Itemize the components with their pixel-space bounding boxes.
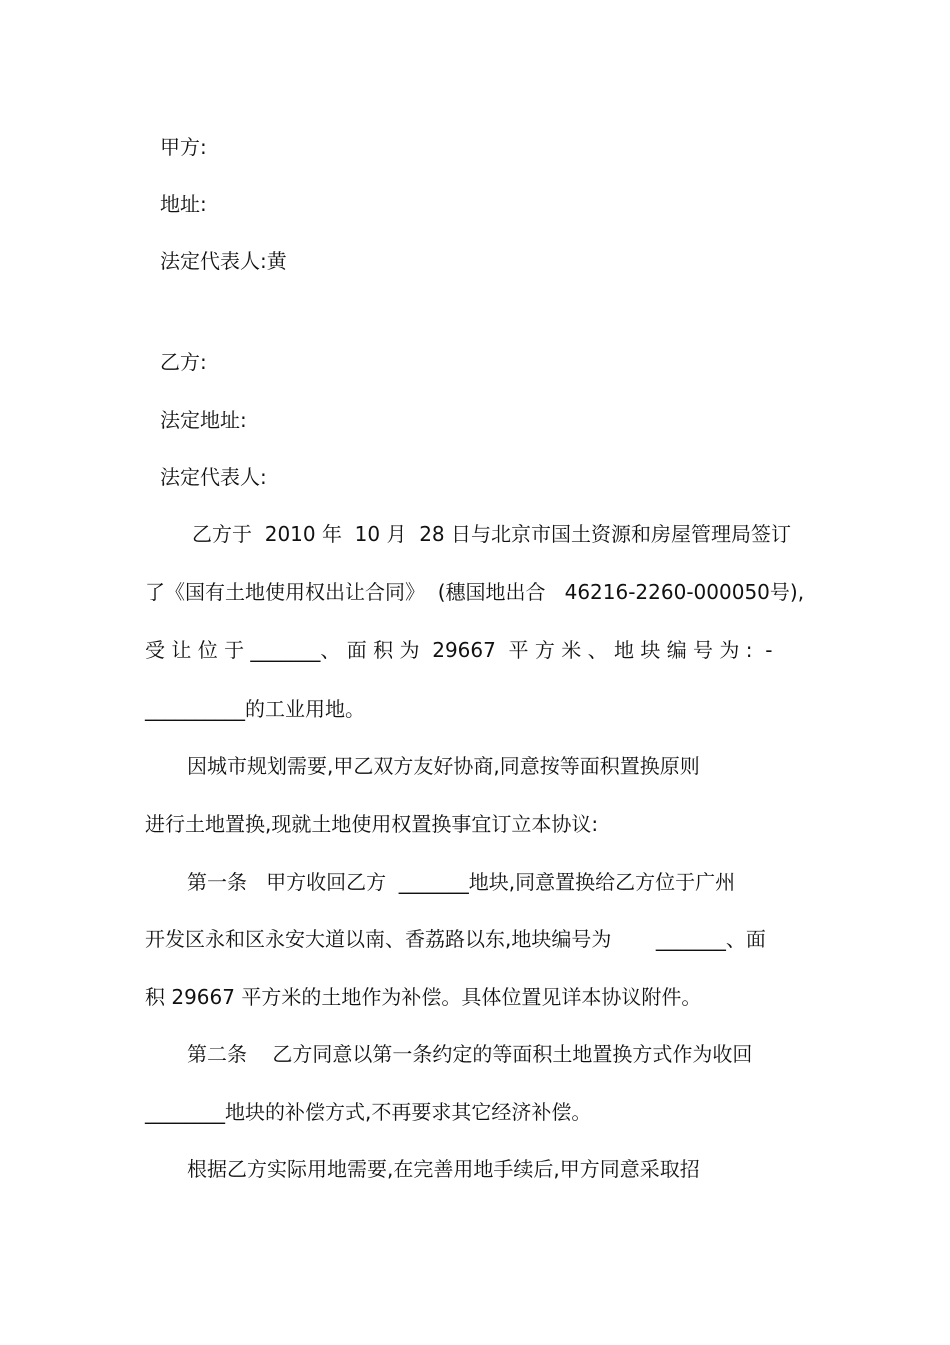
para2-line2: 进行土地置换,现就土地使用权置换事宜订立本协议: — [145, 812, 599, 836]
party-b-label: 乙方: — [160, 350, 207, 374]
para1-line3: 受 让 位 于 _______、 面 积 为 29667 平 方 米 、 地 块 编 号 为 : - — [145, 638, 773, 662]
party-b-address-label: 法定地址: — [160, 408, 247, 432]
para1-line1: 乙方于 2010 年 10 月 28 日与北京市国土资源和房屋管理局签订 — [192, 522, 792, 546]
party-a-label: 甲方: — [160, 135, 207, 159]
para1-line2: 了《国有土地使用权出让合同》 (穗国地出合 46216-2260-000050号), — [145, 580, 805, 604]
party-b-representative-label: 法定代表人: — [160, 465, 267, 489]
article1-line1: 第一条 甲方收回乙方 _______地块,同意置换给乙方位于广州 — [187, 870, 736, 894]
article2-line1: 第二条 乙方同意以第一条约定的等面积土地置换方式作为收回 — [187, 1042, 753, 1066]
article2-line2: ________地块的补偿方式,不再要求其它经济补偿。 — [145, 1100, 592, 1124]
para1-line4: __________的工业用地。 — [145, 697, 365, 721]
article1-line3: 积 29667 平方米的土地作为补偿。具体位置见详本协议附件。 — [145, 985, 702, 1009]
party-a-representative-label: 法定代表人:黄 — [160, 249, 287, 273]
para3-line1: 根据乙方实际用地需要,在完善用地手续后,甲方同意采取招 — [187, 1157, 700, 1181]
party-a-address-label: 地址: — [160, 192, 207, 216]
para2-line1: 因城市规划需要,甲乙双方友好协商,同意按等面积置换原则 — [187, 754, 700, 778]
article1-line2: 开发区永和区永安大道以南、香荔路以东,地块编号为 _______、面 — [145, 927, 766, 951]
